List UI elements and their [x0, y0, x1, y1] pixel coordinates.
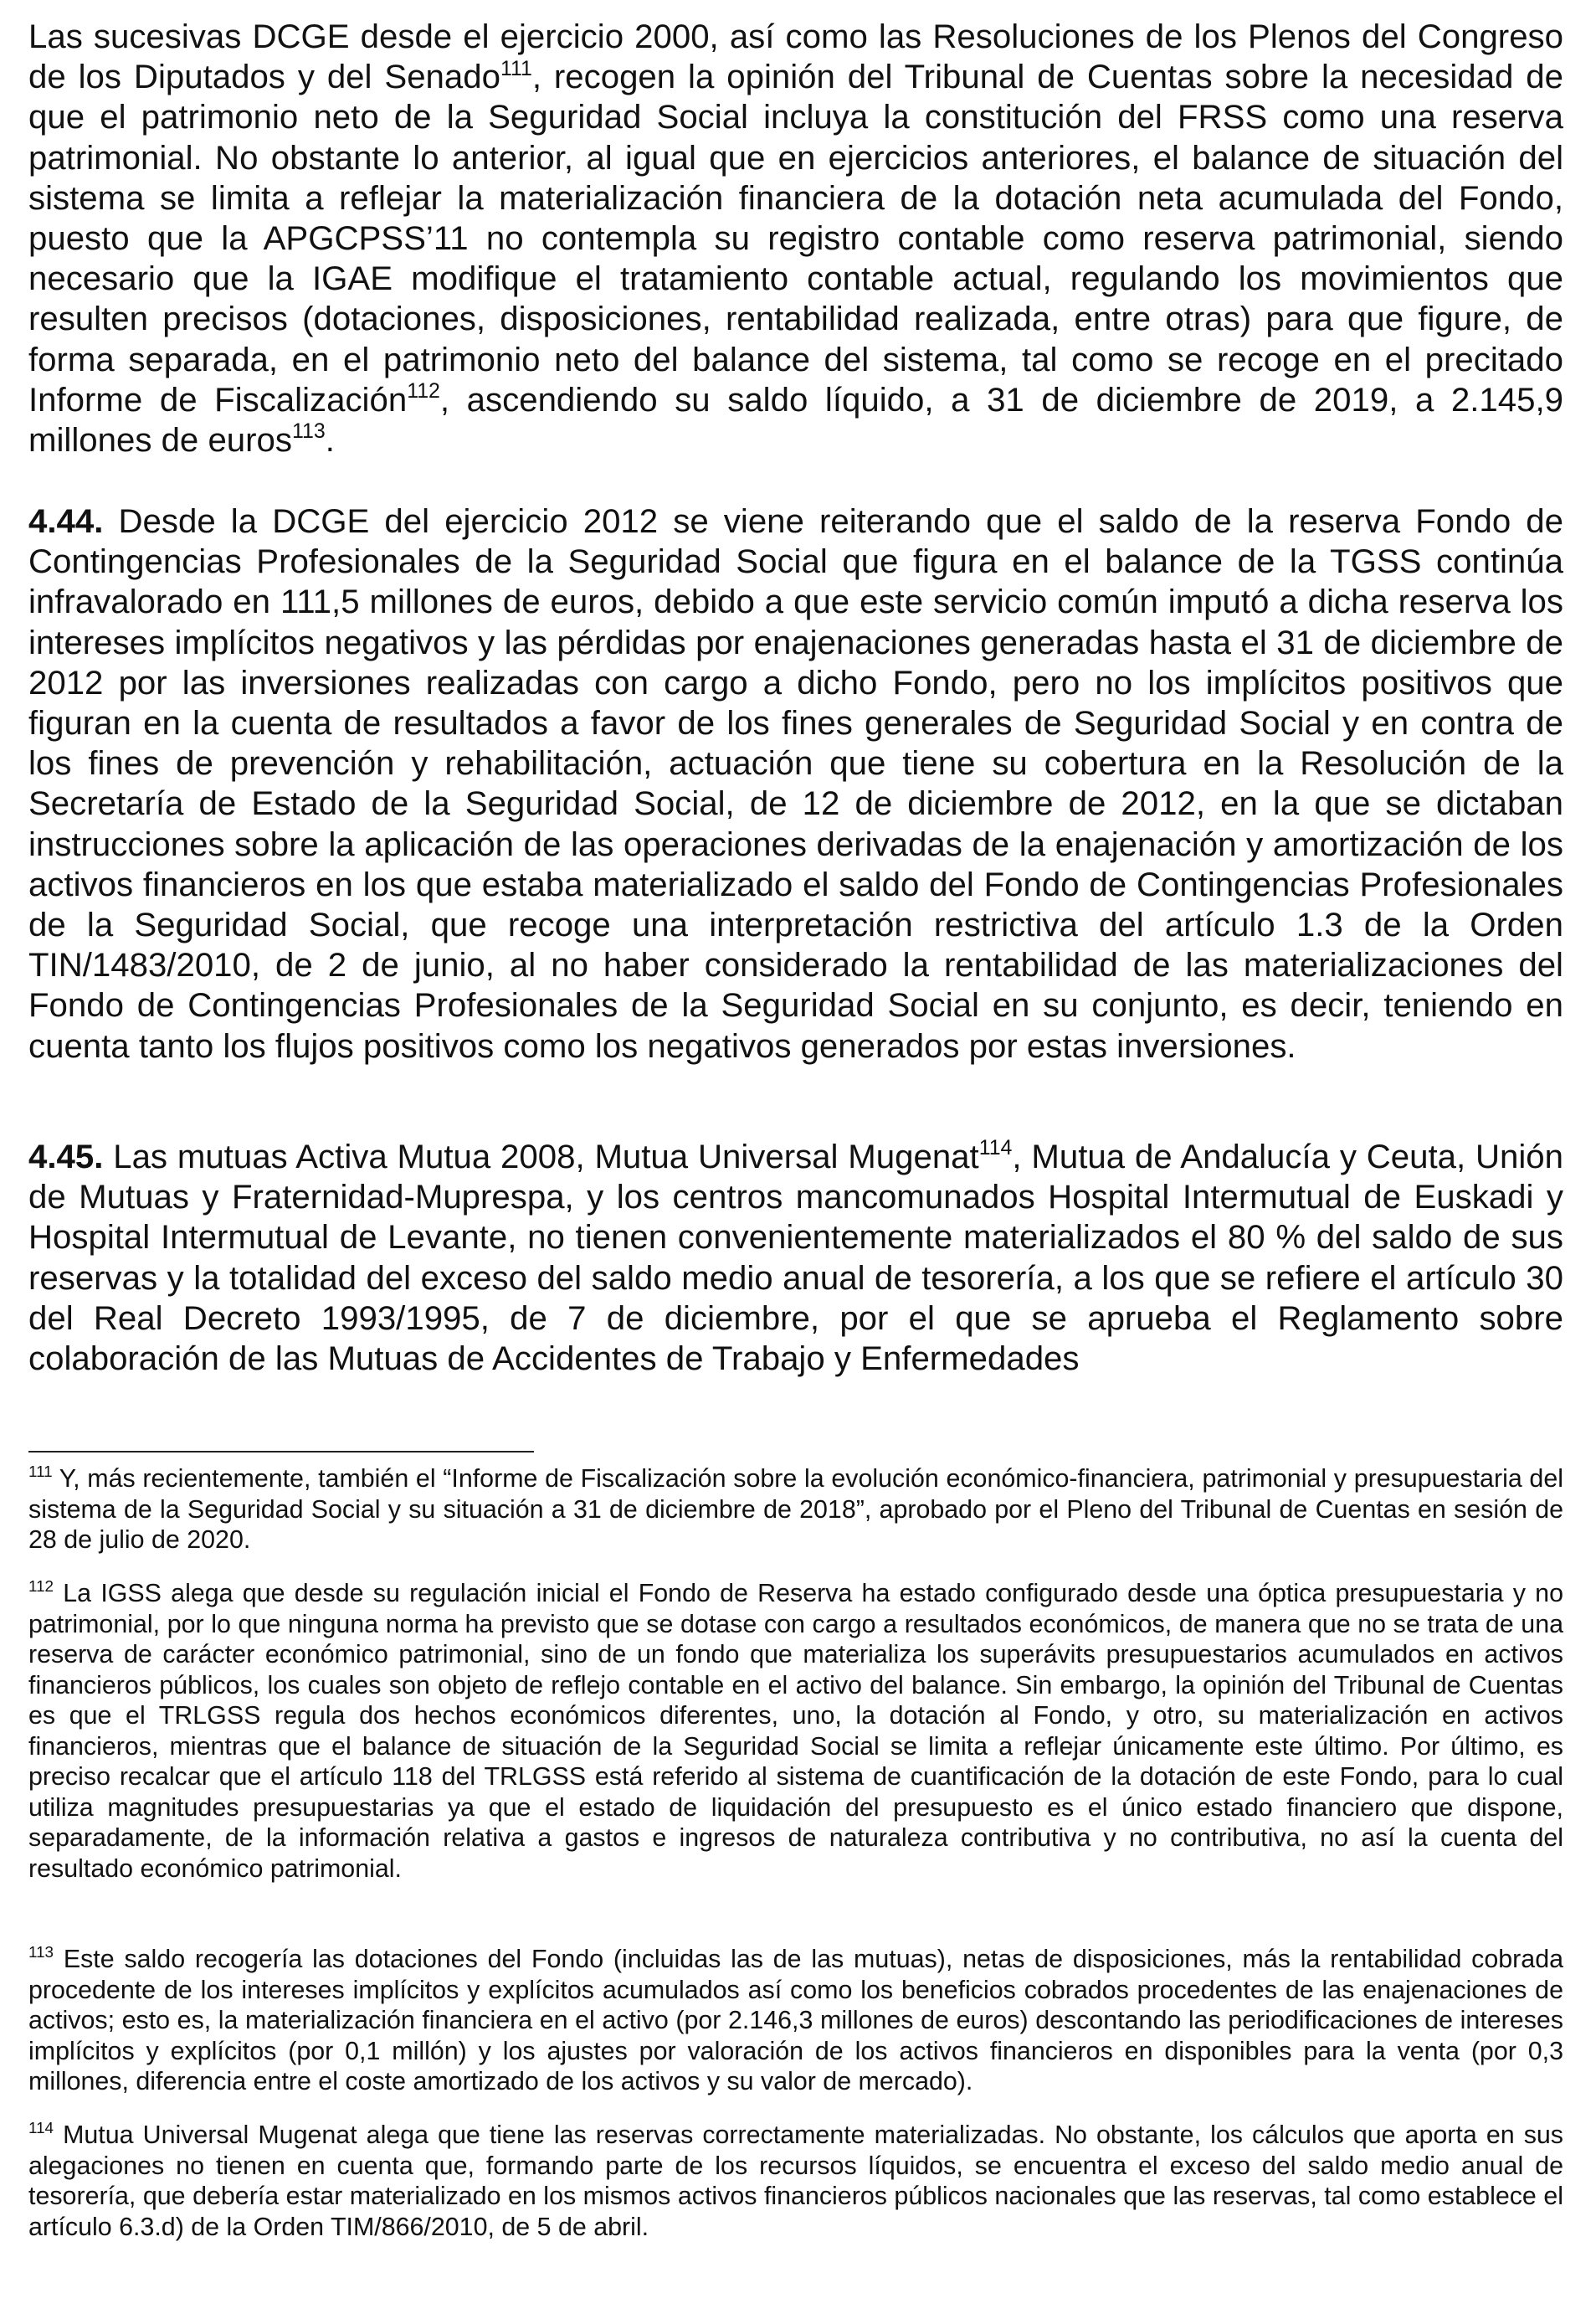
paragraph-4-45 — [28, 1137, 1563, 1379]
paragraph-text: , recogen la opinión del Tribunal de Cuentas sobre la necesidad de que el patrimonio neto de la Seguridad Social incluya la constitución del FRSS como una reserva patrimonial. No obstante lo anterior, al igual que en ejercicios anteriores, el balance de situación del sistema se limita a reflejar la materialización financiera de la dotación neta acumulada del Fondo, puesto que la APGCPSS’11 no contempla su registro contable como reserva patrimonial, siendo necesario que la IGAE modifique el tratamiento contable actual, regulando los movimientos que resulten precisos (dotaciones, disposiciones, rentabilidad realizada, entre otras) para que figure, de forma separada, en el patrimonio neto del balance del sistema, tal como se recoge en el precitado Informe de Fiscalización — [28, 58, 1563, 419]
footnote-mark: 111 — [28, 1462, 53, 1480]
footnote-112 — [28, 1578, 1563, 1884]
footnote-mark: 114 — [28, 2118, 54, 2136]
footnote-111 — [28, 1463, 1563, 1555]
footnote-mark: 112 — [28, 1576, 54, 1595]
footnote-ref-112[interactable]: 112 — [407, 379, 440, 404]
footnote-text: Y, más recientemente, también el “Informe de Fiscalización sobre la evolución económico-financiera, patrimonial y presupuestaria del sistema de la Seguridad Social y su situación a 31 de diciembre de 2018”, aprobado por el Pleno del Tribunal de Cuentas en sesión de 28 de julio de 2020. — [28, 1464, 1563, 1554]
paragraph-number: 4.44. — [28, 502, 104, 540]
footnote-separator — [28, 1451, 534, 1452]
footnote-text: Este saldo recogería las dotaciones del Fondo (incluidas las de las mutuas), netas de disposiciones, más la rentabilidad cobrada procedente de los intereses implícitos y explícitos acumulados así como los beneficios cobrados procedentes de las enajenaciones de activos; esto es, la materialización financiera en el activo (por 2.146,3 millones de euros) descontando las periodificaciones de intereses implícitos y explícitos (por 0,1 millón) y los ajustes por valoración de los activos financieros en disponibles para la venta (por 0,3 millones, diferencia entre el coste amortizado de los activos y su valor de mercado). — [28, 1945, 1563, 2095]
paragraph-text: . — [325, 421, 335, 460]
footnote-text: La IGSS alega que desde su regulación inicial el Fondo de Reserva ha estado configurado desde una óptica presupuestaria y no patrimonial, por lo que ninguna norma ha previsto que se dotase con cargo a resultados económicos, de manera que no se trata de una reserva de carácter económico patrimonial, sino de un fondo que materializa los superávits presupuestarios acumulados en activos financieros públicos, los cuales son objeto de reflejo contable en el activo del balance. Sin embargo, la opinión del Tribunal de Cuentas es que el TRLGSS regula dos hechos económicos diferentes, uno, la dotación al Fondo, y otro, su materialización en activos financieros, mientras que el balance de situación de la Seguridad Social se limita a reflejar únicamente este último. Por último, es preciso recalcar que el artículo 118 del TRLGSS está referido al sistema de cuantificación de la dotación de este Fondo, para lo cual utiliza magnitudes presupuestarias ya que el estado de liquidación del presupuesto es el único estado financiero que dispone, separadamente, de la información relativa a gastos e ingresos de naturaleza contributiva y no contributiva, no así la cuenta del resultado económico patrimonial. — [28, 1579, 1563, 1883]
footnote-114 — [28, 2120, 1563, 2242]
paragraph-4-44 — [28, 501, 1563, 1067]
paragraph-text: Las mutuas Activa Mutua 2008, Mutua Universal Mugenat — [103, 1138, 979, 1175]
paragraph-text: , Mutua de Andalucía y Ceuta, Unión de Mutuas y Fraternidad-Muprespa, y los centros mancomunados Hospital Intermutual de Euskadi y Hospital Intermutual de Levante, no tienen convenientemente materializados el 80 % del saldo de sus reservas y la totalidad del exceso del saldo medio anual de tesorería, a los que se refiere el artículo 30 del Real Decreto 1993/1995, de 7 de diciembre, por el que se aprueba el Reglamento sobre colaboración de las Mutuas de Accidentes de Trabajo y Enfermedades — [28, 1138, 1563, 1378]
footnote-text: Mutua Universal Mugenat alega que tiene las reservas correctamente materializadas. No obstante, los cálculos que aporta en sus alegaciones no tienen en cuenta que, formando parte de los recursos líquidos, se encuentra el exceso del saldo medio anual de tesorería, que debería estar materializado en los mismos activos financieros públicos nacionales que las reservas, tal como establece el artículo 6.3.d) de la Orden TIM/866/2010, de 5 de abril. — [28, 2121, 1563, 2241]
paragraph-frss — [28, 17, 1563, 460]
footnote-ref-111[interactable]: 111 — [500, 56, 532, 80]
paragraph-text: Desde la DCGE del ejercicio 2012 se viene reiterando que el saldo de la reserva Fondo de Contingencias Profesionales de la Seguridad Social que figura en el balance de la TGSS continúa infravalorado en 111,5 millones de euros, debido a que este servicio común imputó a dicha reserva los intereses implícitos negativos y las pérdidas por enajenaciones generadas hasta el 31 de diciembre de 2012 por las inversiones realizadas con cargo a dicho Fondo, pero no los implícitos positivos que figuran en la cuenta de resultados a favor de los fines generales de Seguridad Social y en contra de los fines de prevención y rehabilitación, actuación que tiene su cobertura en la Resolución de la Secretaría de Estado de la Seguridad Social, de 12 de diciembre de 2012, en la que se dictaban instrucciones sobre la aplicación de las operaciones derivadas de la enajenación y amortización de los activos financieros en los que estaba materializado el saldo del Fondo de Contingencias Profesionales de la Seguridad Social, que recoge una interpretación restrictiva del artículo 1.3 de la Orden TIN/1483/2010, de 2 de junio, al no haber considerado la rentabilidad de las materializaciones del Fondo de Contingencias Profesionales de la Seguridad Social en su conjunto, es decir, teniendo en cuenta tanto los flujos positivos como los negativos generados por estas inversiones. — [28, 502, 1563, 1065]
footnote-mark: 113 — [28, 1942, 54, 1961]
footnote-ref-114[interactable]: 114 — [978, 1136, 1013, 1160]
footnote-113 — [28, 1944, 1563, 2097]
paragraph-text: , ascendiendo su saldo líquido, a 31 de diciembre de 2019, a 2.145,9 millones de euros — [28, 380, 1563, 460]
paragraph-text: Las sucesivas DCGE desde el ejercicio 2000, así como las Resoluciones de los Plenos del Congreso de los Diputados y del Senado — [28, 18, 1563, 96]
paragraph-number: 4.45. — [28, 1138, 104, 1175]
footnote-ref-113[interactable]: 113 — [291, 419, 326, 444]
